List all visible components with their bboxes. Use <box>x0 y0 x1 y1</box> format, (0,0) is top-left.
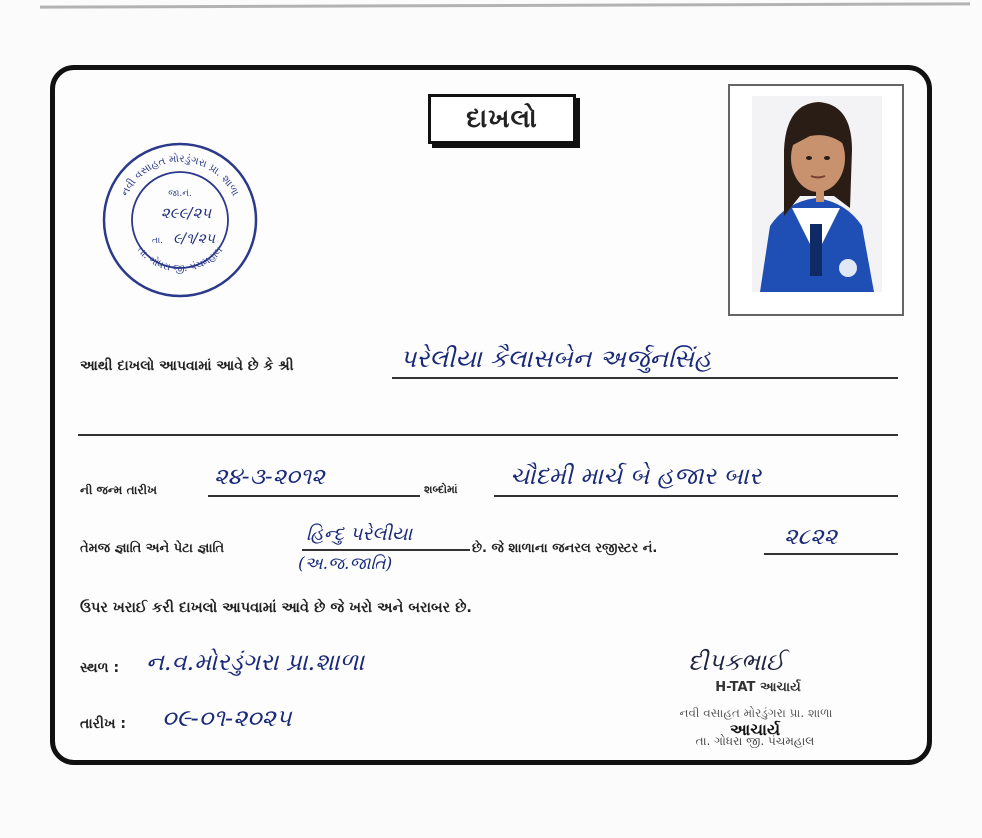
caste: હિન્દુ પરેલીયા <box>306 523 413 545</box>
place-value: ન.વ.મોરડુંગરા પ્રા.શાળા <box>146 648 365 676</box>
caste-category: (અ.જ.જાતિ) <box>298 554 393 574</box>
principal-signature: દીપકભાઈ <box>688 648 785 676</box>
birth-date: ૨૪-૩-૨૦૧૨ <box>214 464 325 490</box>
designation-stamp: H-TAT આચાર્ય <box>715 680 801 695</box>
student-photo <box>730 86 902 314</box>
caste-underline <box>302 549 470 551</box>
seal-date-value: ૯/૧/૨૫ <box>173 231 215 247</box>
caste-prefix: તેમજ જ્ઞાતિ અને પેટા જ્ઞાતિ <box>80 541 225 556</box>
seal-no-value: ૨૯૯/૨૫ <box>160 204 212 222</box>
scan-edge-line <box>40 2 970 8</box>
closing-text: ઉપર ખરાઈ કરી દાખલો આપવામાં આવે છે જે ખરો અને બરાબર છે. <box>80 600 472 616</box>
words-underline <box>494 495 898 497</box>
school-seal <box>100 140 260 300</box>
place-label: સ્થળ : <box>80 660 120 676</box>
certificate-title: દાખલો <box>428 94 576 144</box>
register-text: છે. જે શાળાના જનરલ રજીસ્ટર નં. <box>472 541 658 556</box>
date-value: ૦૯-૦૧-૨૦૨૫ <box>162 704 292 732</box>
words-label: શબ્દોમાં <box>424 483 458 496</box>
student-name: પરેલીયા કૈલાસબેન અર્જુનસિંહ <box>400 344 712 373</box>
register-number: ૨૮૨૨ <box>784 524 838 550</box>
date-label: તારીખ : <box>80 716 126 732</box>
birth-prefix: ની જન્મ તારીખ <box>80 483 157 497</box>
taluka-stamp: તા. ગોધરા જી. પંચમહાલ <box>695 734 815 748</box>
intro-text: આથી દાખલો આપવામાં આવે છે કે શ્રી <box>80 358 294 374</box>
school-stamp: નવી વસાહત મોરડુંગરા પ્રા. શાળા <box>679 706 833 720</box>
birth-date-underline <box>208 495 420 497</box>
seal-no-label: જા.નં. <box>168 189 192 199</box>
birth-date-words: ચૌદમી માર્ચ બે હજાર બાર <box>510 462 762 490</box>
student-photo-frame <box>728 84 904 316</box>
seal-bottom-text: તા. ગોધરા જી. પંચમહાલ <box>134 244 226 275</box>
seal-top-text: નવી વસાહત મોરડુંગરા પ્રા. શાળા <box>118 152 242 199</box>
principal-title: આચાર્ય <box>729 720 781 739</box>
blank-line <box>78 434 898 436</box>
name-underline <box>392 377 898 379</box>
seal-date-label: તા. <box>152 236 164 246</box>
svg-text:તા. ગોધરા જી. પંચમહાલ <box>135 245 226 275</box>
register-underline <box>764 553 898 555</box>
